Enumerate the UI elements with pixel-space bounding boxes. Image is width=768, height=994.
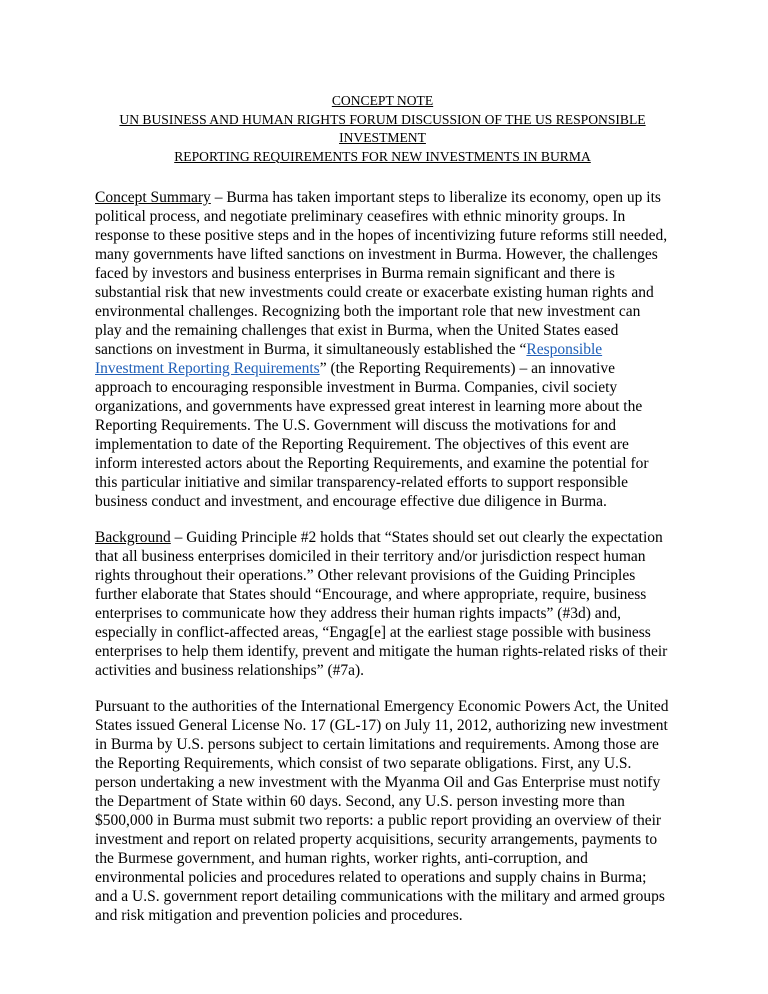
heading-line-1: CONCEPT NOTE — [331, 93, 434, 108]
concept-summary-paragraph — [95, 188, 670, 511]
concept-summary-text-1: – Burma has taken important steps to liberalize its economy, open up its political process, and negotiate preliminary ceasefires with ethnic minority groups. In response to these positive steps and in the hopes of incentivizing future reforms still needed, many governments have lifted sanctions on investment in Burma. However, the challenges faced by investors and business enterprises in Burma remain significant and there is substantial risk that new investments could create or exacerbate existing human rights and environmental challenges. Recognizing both the important role that new investment can play and the remaining challenges that exist in Burma, when the United States eased sanctions on investment in Burma, it simultaneously established the “ — [95, 189, 668, 358]
heading-line-2: UN BUSINESS AND HUMAN RIGHTS FORUM DISCUSSION OF THE US RESPONSIBLE INVESTMENT — [119, 111, 646, 145]
background-label: Background — [95, 529, 171, 546]
pursuant-paragraph: Pursuant to the authorities of the International Emergency Economic Powers Act, the United States issued General License No. 17 (GL-17) on July 11, 2012, authorizing new investment in Burma by U.S. persons subject to certain limitations and requirements. Among those are the Reporting Requirements, which consist of two separate obligations. First, any U.S. person undertaking a new investment with the Myanma Oil and Gas Enterprise must notify the Department of State within 60 days. Second, any U.S. person investing more than $500,000 in Burma must submit two reports: a public report providing an overview of their investment and report on related property acquisitions, security arrangements, payments to the Burmese government, and human rights, worker rights, anti-corruption, and environmental policies and procedures related to operations and supply chains in Burma; and a U.S. government report detailing communications with the military and armed groups and risk mitigation and prevention policies and procedures. — [95, 698, 669, 924]
background-paragraph — [95, 528, 670, 680]
background-text: – Guiding Principle #2 holds that “States should set out clearly the expectation that all business enterprises domiciled in their territory and/or jurisdiction respect human rights throughout their operations.” Other relevant provisions of the Guiding Principles further elaborate that States should “Encourage, and where appropriate, require, business enterprises to communicate how they address their human rights impacts” (#3d) and, especially in conflict-affected areas, “Engag[e] at the earliest stage possible with business enterprises to help them identify, prevent and mitigate the human rights-related risks of their activities and business relationships” (#7a). — [95, 529, 668, 679]
document-heading — [95, 92, 670, 166]
reporting-requirements-link[interactable]: Responsible Investment Reporting Requirements — [95, 341, 603, 377]
concept-summary-label: Concept Summary — [95, 189, 211, 206]
concept-summary-text-2: ” (the Reporting Requirements) – an innovative approach to encouraging responsible investment in Burma. Companies, civil society organizations, and governments have expressed great interest in learning more about the Reporting Requirements. The U.S. Government will discuss the motivations for and implementation to date of the Reporting Requirement. The objectives of this event are inform interested actors about the Reporting Requirements, and examine the potential for this particular initiative and similar transparency-related efforts to support responsible business conduct and investment, and encourage effective due diligence in Burma. — [95, 360, 649, 510]
heading-line-3: REPORTING REQUIREMENTS FOR NEW INVESTMENTS IN BURMA — [174, 148, 591, 164]
